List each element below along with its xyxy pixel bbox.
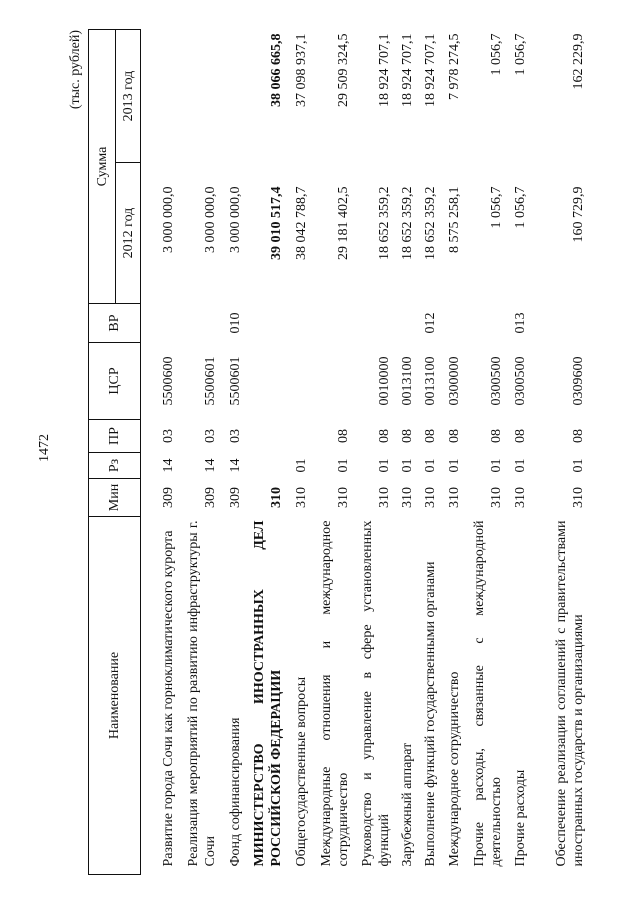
row-name-text: Обеспечение реализации соглашений с правительствами иностранных государств и организациями <box>553 520 586 867</box>
cell-rz: 01 <box>376 458 392 473</box>
cell-csr: 0300500 <box>488 356 504 406</box>
table-row <box>443 30 467 875</box>
cell-csr: 5500600 <box>160 356 176 406</box>
cell-name <box>314 517 356 875</box>
cell-min: 310 <box>446 487 462 508</box>
cell-min: 310 <box>399 487 415 508</box>
cell-sum-2012: 18 652 359,2 <box>422 186 438 260</box>
table-row <box>509 30 533 875</box>
cell-vr: 012 <box>422 312 438 334</box>
cell-name <box>223 517 248 875</box>
cell-name <box>356 517 397 875</box>
cell-min: 310 <box>268 487 284 508</box>
cell-sum-2012: 160 729,9 <box>570 186 586 243</box>
cell-min: 309 <box>227 487 243 508</box>
cell-sum-2012: 18 652 359,2 <box>376 186 392 260</box>
table-row <box>181 30 223 875</box>
cell-name <box>289 517 314 875</box>
cell-name <box>248 517 289 875</box>
cell-pr <box>248 420 289 453</box>
cell-pr: 03 <box>202 429 218 443</box>
header-sum: Сумма <box>89 30 116 304</box>
cell-rz: 14 <box>160 458 176 473</box>
cell-csr: 0013100 <box>399 356 415 406</box>
page-number: 1472 <box>37 434 52 462</box>
cell-min: 310 <box>512 487 528 508</box>
row-name-text: Зарубежный аппарат <box>399 742 415 867</box>
header-year-2012: 2012 год <box>116 163 141 304</box>
table-row <box>223 30 248 875</box>
cell-sum-2013 <box>223 30 248 163</box>
cell-min: 310 <box>376 487 392 508</box>
cell-sum-2013: 1 056,7 <box>512 33 528 76</box>
cell-csr: 0013100 <box>422 356 438 406</box>
cell-sum-2012: 3 000 000,0 <box>160 186 176 253</box>
cell-csr: 0300000 <box>446 356 462 406</box>
table-row <box>141 30 181 875</box>
cell-min: 309 <box>202 487 218 508</box>
table-row <box>533 30 591 875</box>
cell-vr <box>289 304 314 343</box>
table-row <box>420 30 443 875</box>
table-body <box>141 30 591 875</box>
row-name-text: Прочие расходы, связанные с международной деятельностью <box>471 520 504 867</box>
cell-name <box>509 517 533 875</box>
cell-min: 310 <box>570 487 586 508</box>
cell-pr: 03 <box>227 429 243 443</box>
cell-csr: 5500601 <box>202 356 218 406</box>
cell-sum-2013: 29 509 324,5 <box>335 33 351 107</box>
header-year-2013: 2013 год <box>116 30 141 163</box>
cell-rz: 14 <box>227 458 243 473</box>
cell-csr <box>248 343 289 420</box>
table-row <box>467 30 509 875</box>
cell-pr: 08 <box>422 429 438 443</box>
cell-csr: 0010000 <box>376 356 392 406</box>
cell-pr: 08 <box>570 429 586 443</box>
cell-vr <box>314 304 356 343</box>
cell-min: 310 <box>293 487 309 508</box>
cell-pr: 08 <box>376 429 392 443</box>
cell-vr <box>397 304 420 343</box>
cell-sum-2012: 3 000 000,0 <box>227 186 243 253</box>
cell-sum-2013: 37 098 937,1 <box>293 33 309 107</box>
header-name: Наименование <box>89 517 141 875</box>
cell-sum-2013: 18 924 707,1 <box>422 33 438 107</box>
cell-sum-2013 <box>141 30 181 163</box>
cell-sum-2012: 1 056,7 <box>512 186 528 229</box>
cell-pr <box>289 420 314 453</box>
header-min: Мин <box>89 479 141 517</box>
row-name-text: Прочие расходы <box>512 769 528 867</box>
header-csr: ЦСР <box>89 343 141 420</box>
row-name-text: МИНИСТЕРСТВО ИНОСТРАННЫХ ДЕЛ РОССИЙСКОЙ ФЕДЕРАЦИИ <box>251 520 284 867</box>
cell-sum-2013: 18 924 707,1 <box>376 33 392 107</box>
cell-pr: 08 <box>335 429 351 443</box>
cell-csr: 0309600 <box>570 356 586 406</box>
cell-vr: 013 <box>512 312 528 334</box>
cell-vr <box>248 304 289 343</box>
cell-min: 310 <box>488 487 504 508</box>
cell-rz: 01 <box>335 458 351 473</box>
cell-csr <box>289 343 314 420</box>
budget-table <box>88 29 591 875</box>
cell-sum-2013: 1 056,7 <box>488 33 504 76</box>
cell-rz: 01 <box>488 458 504 473</box>
cell-rz: 01 <box>446 458 462 473</box>
cell-pr: 08 <box>512 429 528 443</box>
table-row <box>289 30 314 875</box>
cell-vr <box>356 304 397 343</box>
cell-sum-2013: 7 978 274,5 <box>446 33 462 100</box>
row-name-text: Руководство и управление в сфере установленных функций <box>359 520 392 867</box>
rotated-page-content <box>68 30 608 875</box>
table-row <box>397 30 420 875</box>
cell-name <box>533 517 591 875</box>
cell-pr: 08 <box>446 429 462 443</box>
cell-pr: 08 <box>399 429 415 443</box>
cell-pr: 08 <box>488 429 504 443</box>
cell-sum-2012: 38 042 788,7 <box>293 186 309 260</box>
cell-vr <box>533 304 591 343</box>
cell-min: 309 <box>160 487 176 508</box>
cell-csr <box>314 343 356 420</box>
cell-csr: 5500601 <box>227 356 243 406</box>
row-name-text: Развитие города Сочи как горноклиматического курорта <box>160 530 176 867</box>
cell-vr: 010 <box>227 312 243 334</box>
cell-sum-2012: 18 652 359,2 <box>399 186 415 260</box>
row-name-text: Общегосударственные вопросы <box>293 676 309 867</box>
cell-sum-2012: 1 056,7 <box>488 186 504 229</box>
row-name-text: Международные отношения и международное сотрудничество <box>318 520 351 867</box>
row-name-text: Выполнение функций государственными органами <box>422 561 438 867</box>
cell-rz: 01 <box>422 458 438 473</box>
cell-rz: 01 <box>293 458 309 473</box>
cell-sum-2012: 3 000 000,0 <box>202 186 218 253</box>
cell-rz: 14 <box>202 458 218 473</box>
units-note: (тыс. рублей) <box>68 30 83 110</box>
header-vr: ВР <box>89 304 141 343</box>
row-name-text: Международное сотрудничество <box>446 671 462 867</box>
cell-csr: 0300500 <box>512 356 528 406</box>
table-row <box>314 30 356 875</box>
cell-rz: 01 <box>399 458 415 473</box>
table-row <box>356 30 397 875</box>
cell-sum-2012: 29 181 402,5 <box>335 186 351 260</box>
row-name-text: Фонд софинансирования <box>227 717 243 867</box>
cell-name <box>141 517 181 875</box>
cell-vr <box>443 304 467 343</box>
cell-name <box>467 517 509 875</box>
header-pr: ПР <box>89 420 141 453</box>
cell-sum-2012: 39 010 517,4 <box>268 186 284 260</box>
cell-sum-2013: 38 066 665,8 <box>268 33 284 107</box>
cell-name <box>397 517 420 875</box>
cell-rz: 01 <box>512 458 528 473</box>
cell-vr <box>467 304 509 343</box>
cell-vr <box>181 304 223 343</box>
cell-name <box>420 517 443 875</box>
cell-name <box>181 517 223 875</box>
cell-min: 310 <box>335 487 351 508</box>
table-row <box>248 30 289 875</box>
cell-sum-2013: 18 924 707,1 <box>399 33 415 107</box>
cell-vr <box>141 304 181 343</box>
cell-sum-2012: 8 575 258,1 <box>446 186 462 253</box>
row-name-text: Реализация мероприятий по развитию инфраструктуры г. Сочи <box>185 520 218 867</box>
cell-sum-2013: 162 229,9 <box>570 33 586 90</box>
cell-rz <box>248 453 289 479</box>
cell-pr: 03 <box>160 429 176 443</box>
cell-min: 310 <box>422 487 438 508</box>
header-rz: Рз <box>89 453 141 479</box>
cell-rz: 01 <box>570 458 586 473</box>
cell-name <box>443 517 467 875</box>
cell-sum-2013 <box>181 30 223 163</box>
